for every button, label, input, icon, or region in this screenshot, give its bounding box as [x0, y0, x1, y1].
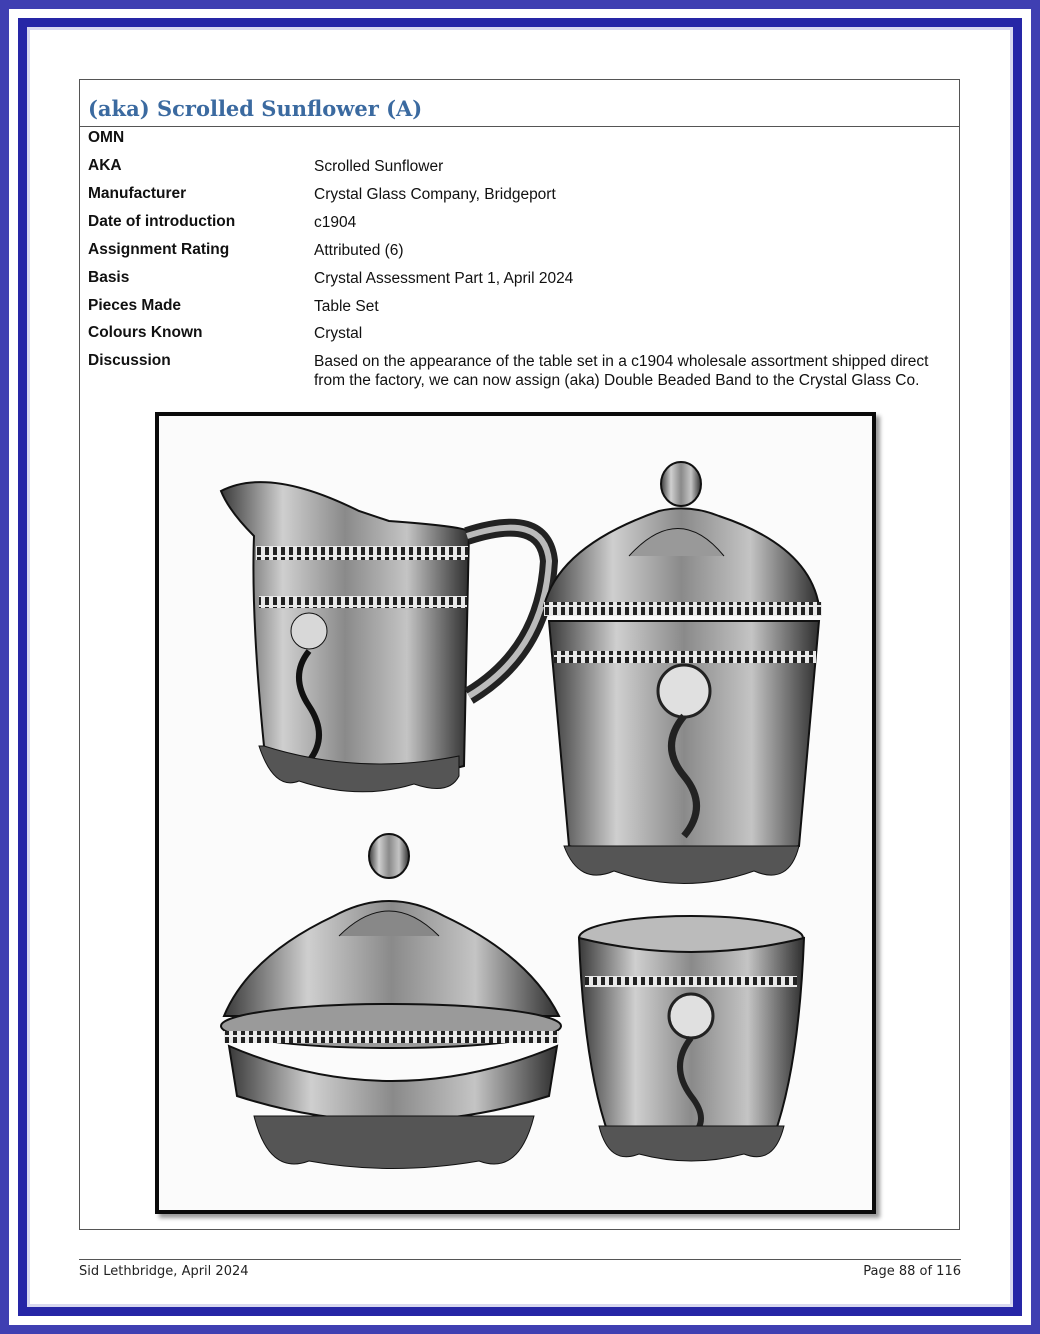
title-divider	[80, 126, 959, 127]
row-value: Scrolled Sunflower	[314, 158, 444, 175]
butter-dish-illustration	[221, 834, 561, 1169]
illustration-drawing	[159, 416, 872, 1210]
row-label: AKA	[88, 157, 122, 174]
footer-author-date: Sid Lethbridge, April 2024	[79, 1264, 249, 1279]
table-set-illustration	[155, 412, 876, 1214]
row-value: Crystal Glass Company, Bridgeport	[314, 186, 556, 203]
row-label: Pieces Made	[88, 297, 182, 314]
row-value: Attributed (6)	[314, 242, 404, 259]
sugar-bowl-illustration	[544, 462, 822, 884]
spooner-illustration	[579, 916, 804, 1161]
row-label: OMN	[88, 129, 125, 146]
document-title: (aka) Scrolled Sunflower (A)	[88, 96, 423, 121]
row-value: Crystal	[314, 325, 363, 342]
row-label: Basis	[88, 269, 130, 286]
row-label: Colours Known	[88, 324, 203, 341]
row-label: Manufacturer	[88, 185, 187, 202]
footer-page-number: Page 88 of 116	[863, 1264, 961, 1279]
row-label: Date of introduction	[88, 213, 236, 230]
row-value: Crystal Assessment Part 1, April 2024	[314, 270, 574, 287]
document-panel	[79, 79, 960, 1230]
row-label: Discussion	[88, 352, 171, 369]
creamer-illustration	[221, 482, 549, 792]
footer-divider	[79, 1259, 961, 1260]
row-value: c1904	[314, 214, 357, 231]
row-value: Based on the appearance of the table set in a c1904 wholesale assortment shipped direct from the factory, we can now assign (aka) Double Beaded Band to the Crystal Glass Co.	[314, 353, 929, 389]
row-value: Table Set	[314, 298, 379, 315]
row-label: Assignment Rating	[88, 241, 230, 258]
